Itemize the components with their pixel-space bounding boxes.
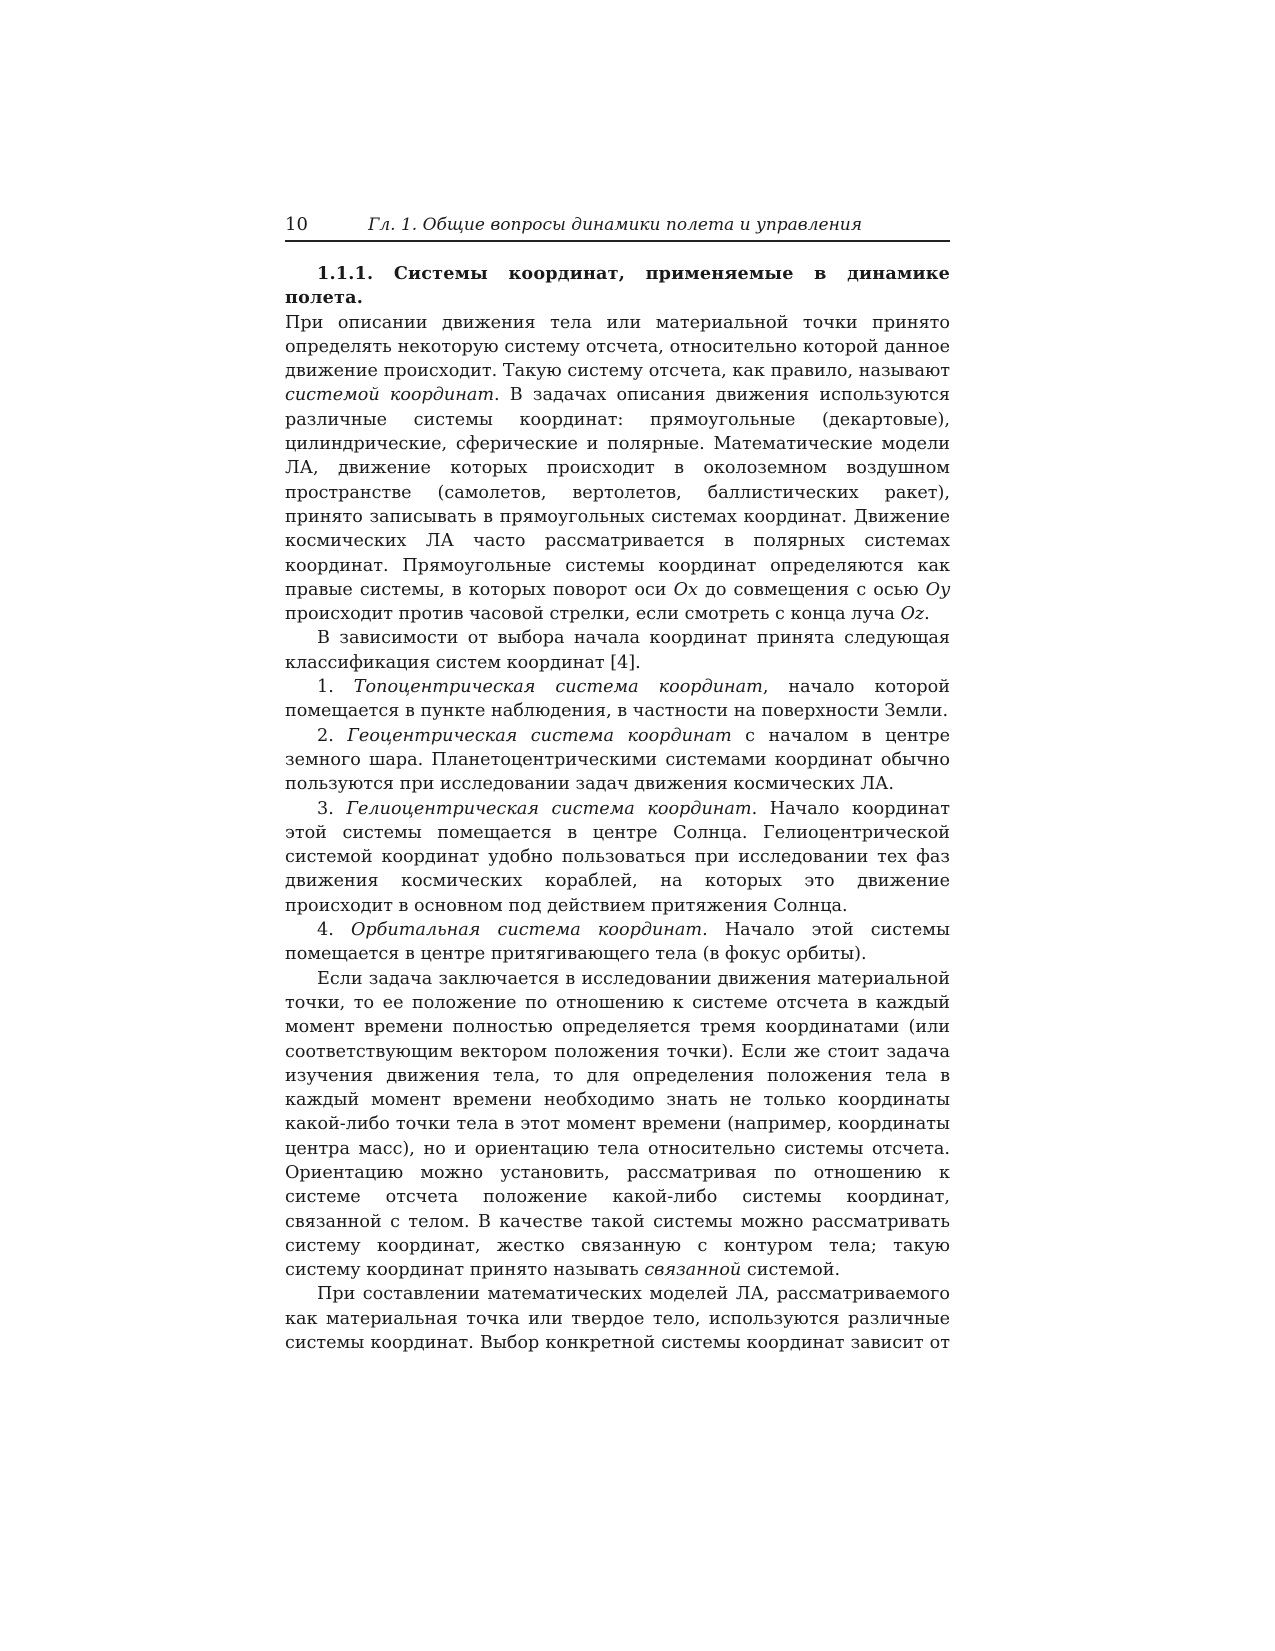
list-item-orbital bbox=[285, 918, 950, 967]
math-ox: Ox bbox=[673, 579, 698, 600]
book-page bbox=[285, 214, 950, 1355]
text-run: с началом в центре земного шара. Планетоцентрическими системами координат обычно пользуются при исследовании задач движения космических ЛА. bbox=[285, 725, 950, 795]
math-oz: Oz bbox=[900, 604, 925, 625]
list-number: 2. bbox=[317, 725, 348, 746]
paragraph-classification: В зависимости от выбора начала координат принята следующая классификация систем координат [4]. bbox=[285, 628, 950, 673]
term-heliocentric: Гелиоцентрическая система координат bbox=[346, 798, 752, 819]
list-number: 3. bbox=[317, 798, 347, 819]
text-run: . bbox=[924, 604, 930, 625]
paragraph-orientation bbox=[285, 967, 950, 1283]
text-run: . Начало координат этой системы помещается в центре Солнца. Гелиоцентрической системой координат удобно пользоваться при исследовании тех фаз движения космических кораблей, на которых это движение происходит в основном под действием притяжения Солнца. bbox=[285, 798, 951, 916]
text-run: При описании движения тела или материальной точки принято определять некоторую систему отсчета, относительно которой данное движение происходит. Такую систему отсчета, как правило, называют bbox=[285, 312, 950, 382]
text-run: , начало которой помещается в пункте наблюдения, в частности на поверхности Земли. bbox=[285, 677, 950, 722]
text-run: . В задачах описания движения используются различные системы координат: прямоугольные (декартовые), цилиндрические, сферические и полярные. Математические модели ЛА, движение которых происходит в околоземном воздушном пространстве (самолетов, вертолетов, баллистических ракет), принято записывать в прямоугольных системах координат. Движение космических ЛА часто рассматривается в полярных системах координат. Прямоугольные системы координат определяются как правые системы, в которых поворот оси bbox=[285, 385, 950, 600]
list-item-topocentric bbox=[285, 675, 950, 724]
text-run: Если задача заключается в исследовании движения материальной точки, то ее положение по отношению к системе отсчета в каждый момент времени полностью определяется тремя координатами (или соответствующим вектором положения точки). Если же стоит задача изучения движения тела, то для определения положения тела в каждый момент времени необходимо знать не только координаты какой-либо точки тела в этот момент времени (например, координаты центра масс), но и ориентацию тела относительно системы отсчета. Ориентацию можно установить, рассматривая по отношению к системе отсчета положение какой-либо системы координат, связанной с телом. В качестве такой системы можно рассматривать систему координат, жестко связанную с контуром тела; такую систему координат принято называть bbox=[285, 968, 950, 1281]
paragraph-intro bbox=[285, 311, 950, 627]
term-geocentric: Геоцентрическая система координат bbox=[347, 725, 732, 746]
page-number: 10 bbox=[285, 214, 308, 235]
text-run: . Начало этой системы помещается в центре притягивающего тела (в фокус орбиты). bbox=[285, 920, 950, 965]
text-run: до совмещения с осью bbox=[697, 579, 926, 600]
math-oy: Oy bbox=[925, 579, 951, 600]
paragraph-models: При составлении математических моделей ЛА, рассматриваемого как материальная точка или твердое тело, используются различные системы координат. Выбор конкретной системы координат зависит от bbox=[285, 1284, 950, 1354]
text-run: системой. bbox=[741, 1260, 841, 1281]
list-item-heliocentric bbox=[285, 797, 950, 918]
term-topocentric: Топоцентрическая система координат bbox=[353, 677, 763, 698]
text-run: происходит против часовой стрелки, если смотреть с конца луча bbox=[285, 604, 901, 625]
term-body-fixed: связанной bbox=[644, 1260, 742, 1281]
list-number: 4. bbox=[317, 920, 351, 941]
body-text bbox=[285, 262, 950, 1355]
term-coordinate-system: системой координат bbox=[285, 385, 495, 406]
chapter-title: Гл. 1. Общие вопросы динамики полета и управления bbox=[368, 215, 862, 235]
term-orbital: Орбитальная система координат bbox=[350, 920, 703, 941]
running-head bbox=[285, 214, 950, 242]
list-item-geocentric bbox=[285, 724, 950, 797]
list-number: 1. bbox=[317, 677, 354, 698]
section-heading: 1.1.1. Системы координат, применяемые в динамике полета. bbox=[285, 263, 950, 309]
